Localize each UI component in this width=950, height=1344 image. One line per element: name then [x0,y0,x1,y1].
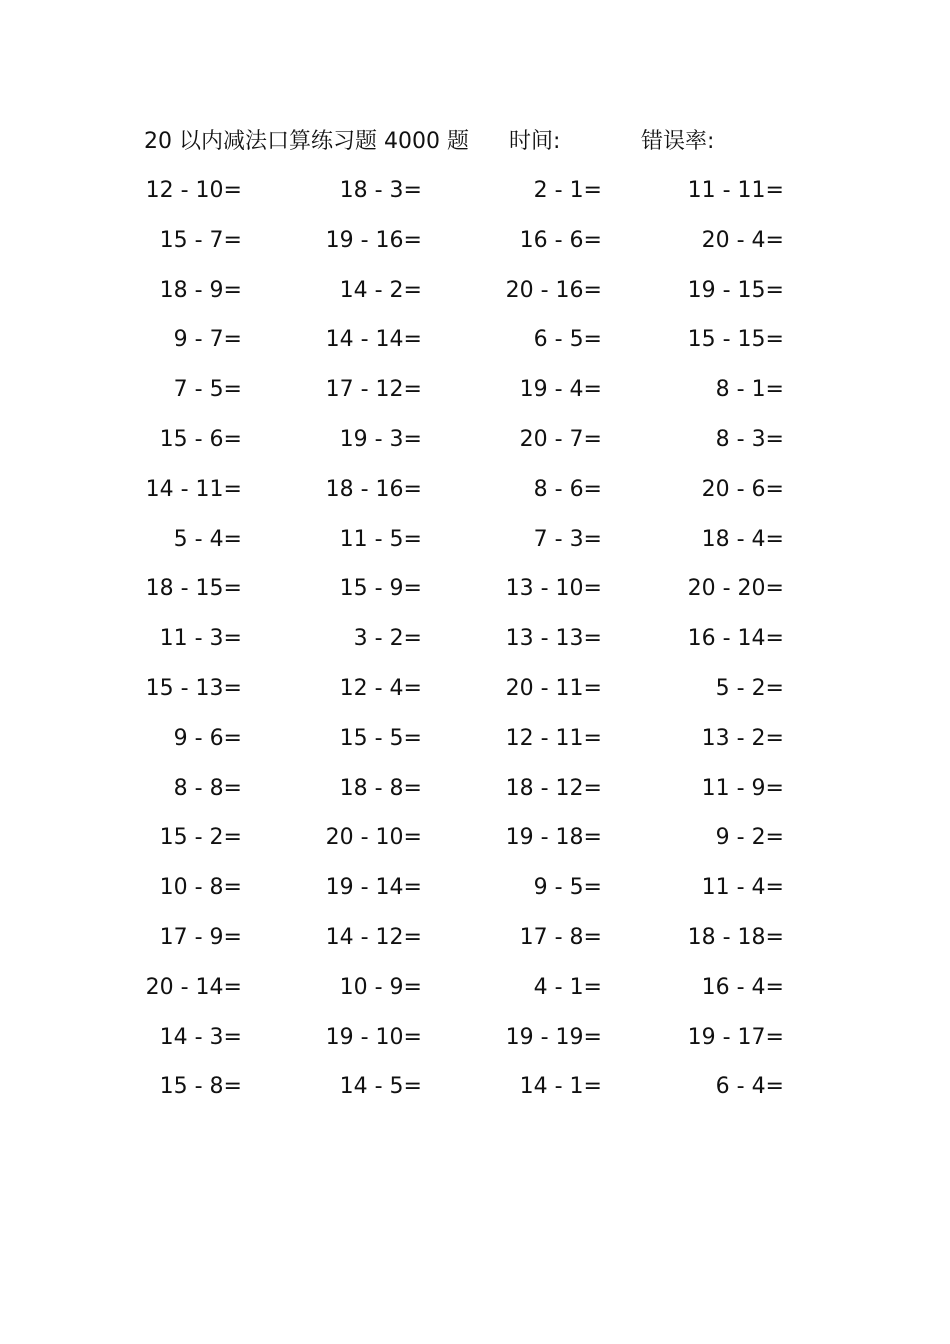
subtraction-problem: 16 - 4= [701,974,784,1000]
subtraction-problem: 11 - 11= [687,178,784,203]
time-label: 时间: [509,129,561,154]
problem-row [0,972,950,1022]
subtraction-problem: 14 - 12= [325,924,422,950]
subtraction-problem: 7 - 3= [533,526,602,552]
error-rate-label: 错误率: [641,129,715,154]
subtraction-problem: 12 - 4= [339,675,422,701]
subtraction-problem: 2 - 1= [533,178,602,203]
subtraction-problem: 15 - 7= [159,227,242,253]
subtraction-problem: 8 - 8= [173,775,242,801]
subtraction-problem: 18 - 16= [325,476,422,502]
subtraction-problem: 9 - 7= [173,327,242,353]
subtraction-problem: 18 - 8= [339,775,422,801]
subtraction-problem: 9 - 5= [533,875,602,901]
subtraction-problem: 13 - 10= [505,576,602,602]
subtraction-problem: 16 - 6= [519,227,602,253]
subtraction-problem: 19 - 16= [325,227,422,253]
subtraction-problem: 15 - 8= [159,1074,242,1100]
subtraction-problem: 12 - 11= [505,725,602,751]
subtraction-problem: 15 - 6= [159,426,242,452]
subtraction-problem: 18 - 9= [159,277,242,303]
subtraction-problem: 11 - 9= [701,775,784,801]
subtraction-problem: 11 - 5= [339,526,422,552]
problem-row [0,275,950,325]
subtraction-problem: 20 - 11= [505,675,602,701]
subtraction-problem: 20 - 6= [701,476,784,502]
problem-row [0,1022,950,1072]
subtraction-problem: 6 - 5= [533,327,602,353]
problem-row [0,822,950,872]
subtraction-problem: 19 - 18= [505,825,602,851]
subtraction-problem: 13 - 2= [701,725,784,751]
subtraction-problem: 18 - 15= [145,576,242,602]
subtraction-problem: 20 - 7= [519,426,602,452]
subtraction-problem: 15 - 5= [339,725,422,751]
subtraction-problem: 14 - 14= [325,327,422,353]
subtraction-problem: 11 - 4= [701,875,784,901]
problem-row [0,474,950,524]
subtraction-problem: 8 - 6= [533,476,602,502]
problem-row [0,872,950,922]
subtraction-problem: 15 - 2= [159,825,242,851]
problem-row [0,324,950,374]
subtraction-problem: 20 - 4= [701,227,784,253]
worksheet-title: 20 以内减法口算练习题 4000 题 [144,129,469,154]
subtraction-problem: 17 - 9= [159,924,242,950]
subtraction-problem: 8 - 3= [715,426,784,452]
subtraction-problem: 10 - 9= [339,974,422,1000]
subtraction-problem: 15 - 13= [145,675,242,701]
subtraction-problem: 19 - 14= [325,875,422,901]
subtraction-problem: 11 - 3= [159,626,242,652]
subtraction-problem: 19 - 3= [339,426,422,452]
problem-row [0,673,950,723]
subtraction-problem: 19 - 10= [325,1024,422,1050]
subtraction-problem: 14 - 5= [339,1074,422,1100]
subtraction-problem: 3 - 2= [353,626,422,652]
subtraction-problem: 8 - 1= [715,377,784,403]
problem-row [0,723,950,773]
problem-row [0,1071,950,1121]
subtraction-problem: 9 - 2= [715,825,784,851]
problem-row [0,424,950,474]
problem-row [0,573,950,623]
problem-row [0,922,950,972]
subtraction-problem: 9 - 6= [173,725,242,751]
subtraction-problem: 15 - 9= [339,576,422,602]
subtraction-problem: 20 - 14= [145,974,242,1000]
subtraction-problem: 12 - 10= [145,178,242,203]
subtraction-problem: 14 - 2= [339,277,422,303]
subtraction-problem: 18 - 18= [687,924,784,950]
problem-grid [0,175,950,1121]
subtraction-problem: 6 - 4= [715,1074,784,1100]
subtraction-problem: 4 - 1= [533,974,602,1000]
subtraction-problem: 15 - 15= [687,327,784,353]
subtraction-problem: 20 - 20= [687,576,784,602]
subtraction-problem: 7 - 5= [173,377,242,403]
subtraction-problem: 14 - 11= [145,476,242,502]
subtraction-problem: 20 - 10= [325,825,422,851]
subtraction-problem: 18 - 4= [701,526,784,552]
problem-row [0,225,950,275]
subtraction-problem: 19 - 17= [687,1024,784,1050]
problem-row [0,175,950,225]
subtraction-problem: 17 - 12= [325,377,422,403]
subtraction-problem: 13 - 13= [505,626,602,652]
subtraction-problem: 18 - 12= [505,775,602,801]
subtraction-problem: 19 - 19= [505,1024,602,1050]
subtraction-problem: 20 - 16= [505,277,602,303]
subtraction-problem: 5 - 2= [715,675,784,701]
problem-row [0,374,950,424]
subtraction-problem: 17 - 8= [519,924,602,950]
subtraction-problem: 19 - 4= [519,377,602,403]
subtraction-problem: 19 - 15= [687,277,784,303]
problem-row [0,773,950,823]
subtraction-problem: 14 - 3= [159,1024,242,1050]
problem-row [0,623,950,673]
subtraction-problem: 14 - 1= [519,1074,602,1100]
problem-row [0,524,950,574]
subtraction-problem: 18 - 3= [339,178,422,203]
subtraction-problem: 16 - 14= [687,626,784,652]
subtraction-problem: 5 - 4= [173,526,242,552]
subtraction-problem: 10 - 8= [159,875,242,901]
